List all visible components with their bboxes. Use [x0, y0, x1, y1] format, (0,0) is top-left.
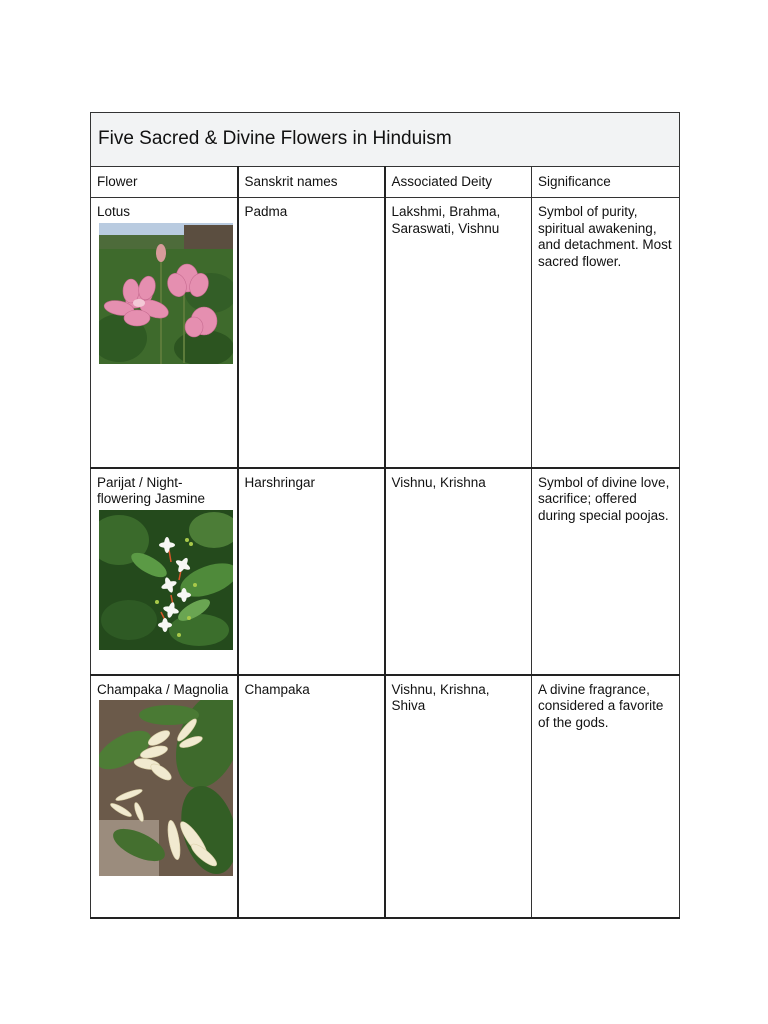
- significance-cell: Symbol of purity, spiritual awakening, and detachment. Most sacred flower.: [532, 198, 680, 468]
- table-title: Five Sacred & Divine Flowers in Hinduism: [91, 113, 680, 167]
- significance-cell: A divine fragrance, considered a favorite of the gods.: [532, 675, 680, 918]
- champaka-photo-icon: [99, 700, 233, 876]
- deity-cell: Lakshmi, Brahma, Saraswati, Vishnu: [385, 198, 532, 468]
- sanskrit-cell: Champaka: [238, 675, 385, 918]
- sanskrit-cell: Padma: [238, 198, 385, 468]
- header-deity: Associated Deity: [385, 167, 532, 198]
- table-row: [91, 675, 680, 918]
- flower-cell: [91, 198, 238, 468]
- night-jasmine-photo-icon: [99, 510, 233, 650]
- table-row: [91, 198, 680, 468]
- header-row: [91, 167, 680, 198]
- flower-cell: [91, 468, 238, 675]
- table-row: [91, 468, 680, 675]
- title-row: [91, 113, 680, 167]
- significance-cell: Symbol of divine love, sacrifice; offered during special poojas.: [532, 468, 680, 675]
- sanskrit-cell: Harshringar: [238, 468, 385, 675]
- flower-cell: [91, 675, 238, 918]
- header-significance: Significance: [532, 167, 680, 198]
- flowers-table: [90, 112, 680, 919]
- flower-name: Lotus: [97, 204, 131, 219]
- flower-name: Parijat / Night-flowering Jasmine: [97, 474, 206, 506]
- deity-cell: Vishnu, Krishna, Shiva: [385, 675, 532, 918]
- lotus-photo-icon: [99, 223, 233, 364]
- header-flower: Flower: [91, 167, 238, 198]
- deity-cell: Vishnu, Krishna: [385, 468, 532, 675]
- flower-name: Champaka / Magnolia: [97, 681, 229, 697]
- header-sanskrit: Sanskrit names: [238, 167, 385, 198]
